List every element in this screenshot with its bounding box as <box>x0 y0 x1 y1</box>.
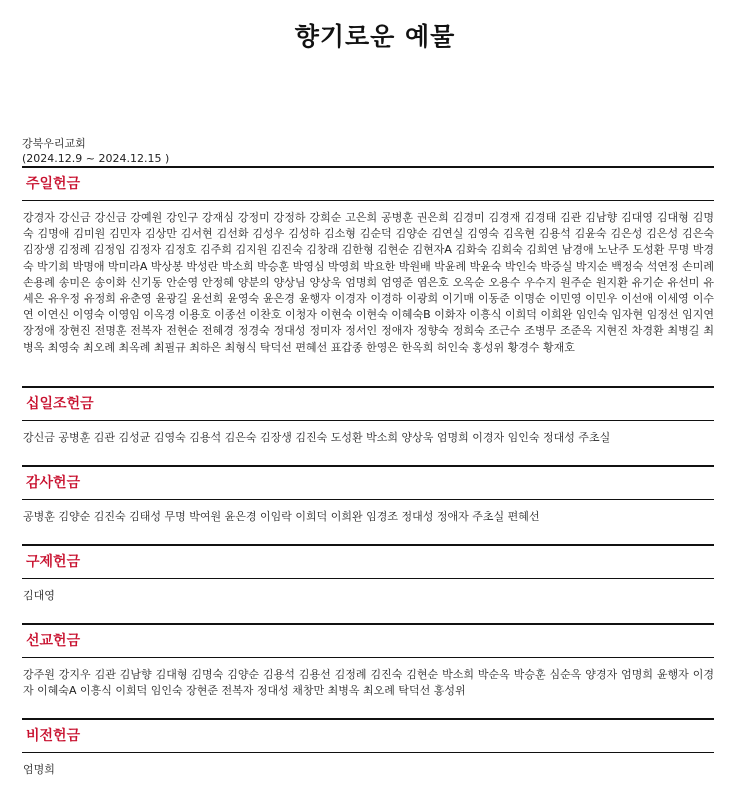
section-heading: 구제헌금 <box>22 546 714 579</box>
church-info <box>22 136 169 166</box>
section-heading: 선교헌금 <box>22 625 714 658</box>
section-vision-offering <box>22 718 714 783</box>
section-tithe-offering <box>22 386 714 465</box>
section-heading: 감사헌금 <box>22 467 714 500</box>
page-title: 향기로운 예물 <box>294 22 456 51</box>
offering-period: (2024.12.9 ~ 2024.12.15 ) <box>22 152 170 165</box>
donor-names: 강경자 강신금 강신금 강예원 강인구 강재심 강정미 강정하 강희순 고은희 공병훈 권은희 김경미 김경재 김경태 김관 김남향 김대영 김대형 김명숙 김명애 김미원 김민자 김상만 김서현 김선화 김성우 김성하 김소형 김순덕 김양순 김연실 김영숙 김옥현 김용석 김윤숙 김은성 김은성 김은숙 김장생 김정례 김정임 김정자 김정호 김주희 김지원 김진숙 김창래 김한형 김현순 김현자A 김화숙 김희숙 김희연 남경애 노난주 도성환 무명 박경숙 박기희 박명애 박미라A 박상봉 박성란 박소희 박승훈 박영심 박영희 박요한 박원배 박윤례 박윤숙 박인숙 박증실 박지순 백정숙 석연정 손미례 손용례 송미은 송이화 신기동 안순영 안정혜 양분의 양상님 양상욱 엄명희 엄영준 염은호 오옥순 오용수 우수지 원주순 원지환 유기순 유선미 유세은 유우정 유정희 유춘영 윤광길 윤선희 윤영숙 윤은경 윤행자 이경자 이경하 이광희 이기매 이동준 이명순 이민영 이민우 이선애 이세영 이수연 이연신 이영숙 이영임 이옥경 이용호 이종선 이찬호 이청자 이현숙 이현숙 이혜숙B 이화자 이흥식 이희덕 이희완 임인숙 임자현 임정선 임지연 장정애 장현진 전명훈 전복자 전현순 전혜경 정경숙 정대성 정미자 정서인 정애자 정향숙 정희숙 조근수 조병무 조준옥 지현진 차경환 최병길 최병옥 최영숙 최오례 최옥례 최필규 최하은 최형식 탁덕선 편혜선 표갑종 한영은 한옥희 허인숙 홍성위 황경수 황재호 <box>23 211 714 354</box>
section-sunday-offering <box>22 166 714 386</box>
section-heading: 주일헌금 <box>22 168 714 201</box>
donor-names: 김대영 <box>23 589 55 602</box>
church-name: 강북우리교회 <box>22 137 86 150</box>
section-relief-offering <box>22 544 714 623</box>
donor-names: 강신금 공병훈 김관 김성균 김영숙 김용석 김은숙 김장생 김진숙 도성환 박소희 양상욱 엄명희 이경자 임인숙 정대성 주초실 <box>23 431 611 444</box>
section-heading: 십일조헌금 <box>22 388 714 421</box>
section-mission-offering <box>22 623 714 718</box>
section-thanks-offering <box>22 465 714 544</box>
section-heading: 비전헌금 <box>22 720 714 753</box>
donor-names: 강주원 강지우 김관 김남향 김대형 김명숙 김양순 김용석 김용선 김정례 김진숙 김현순 박소희 박순옥 박승훈 심순옥 양경자 엄명희 윤행자 이경자 이혜숙A 이흥식 이희덕 임인숙 장현준 전복자 정대성 채창만 최병옥 최오례 탁덕선 홍성위 <box>23 668 714 698</box>
offering-list <box>22 166 714 783</box>
donor-names: 공병훈 김양순 김진숙 김태성 무명 박여원 윤은경 이임락 이희덕 이희완 임경조 정대성 정애자 주초실 편혜선 <box>23 510 540 523</box>
donor-names: 엄명희 <box>23 763 55 776</box>
